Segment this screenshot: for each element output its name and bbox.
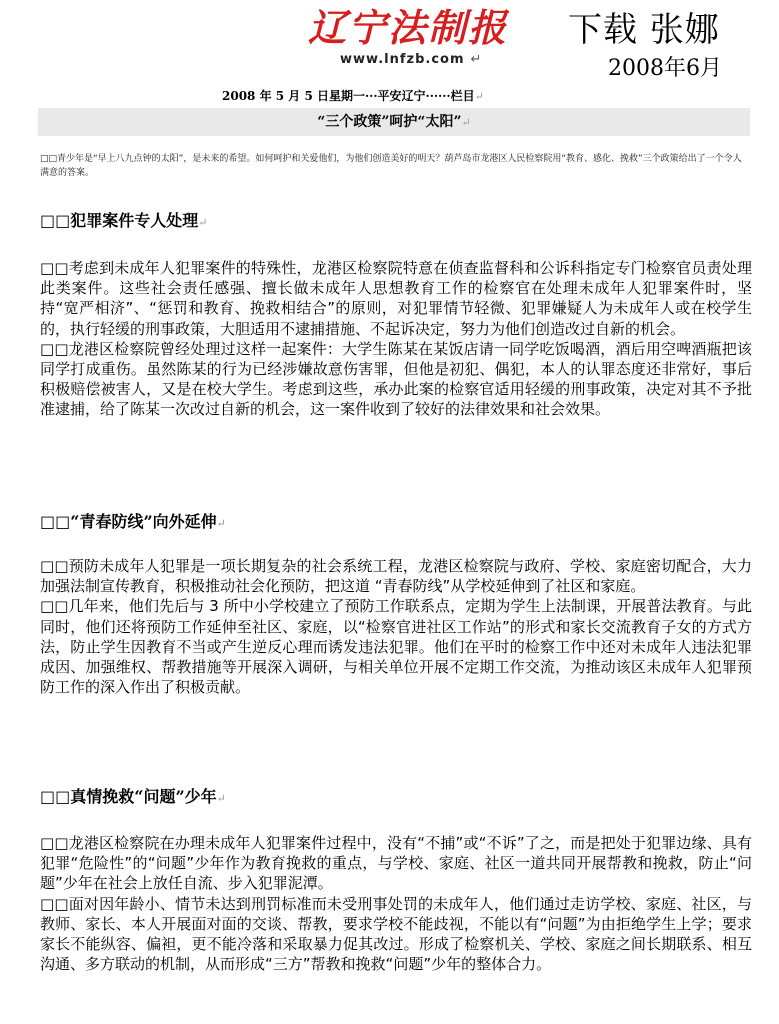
article-title-bar [38,108,750,136]
article-title: “三个政策”呵护“太阳” [317,114,462,130]
paragraph-mark: ↵ [198,216,208,229]
article-intro [40,152,750,180]
section-body [40,258,752,420]
paragraph: □□考虑到未成年人犯罪案件的特殊性，龙港区检察院特意在侦查监督科和公诉科指定专门检察官员责处理此类案件。这些社会责任感强、擅长做未成年人思想教育工作的检察官在处理未成年人犯罪案件时，坚持“宽严相济”、“惩罚和教育、挽救相结合”的原则，对犯罪情节轻微、犯罪嫌疑人为未成年人或在校学生的，执行轻缓的刑事政策，大胆适用不逮捕措施、不起诉决定，努力为他们创造改过自新的机会。 [40,259,752,338]
section-heading-text: □□“青春防线”向外延伸 [40,512,217,531]
paragraph-mark: ↵ [461,116,471,129]
section-heading [40,210,207,234]
download-date: 2008年6月 [608,56,722,81]
section-heading [40,786,226,810]
dateline-text: 2008 年 5 月 5 日星期一···平安辽宁······栏目 [222,89,475,103]
paragraph-mark: ↵ [216,792,226,805]
download-label: 下载 张娜 [568,10,720,50]
site-url: www.lnfzb.com [340,52,465,67]
paragraph: □□龙港区检察院在办理未成年人犯罪案件过程中，没有“不捕”或“不诉”了之，而是把处于犯罪边缘、具有犯罪“危险性”的“问题”少年作为教育挽救的重点，与学校、家庭、社区一道共同开展帮教和挽救，防止“问题”少年在社会上放任自流、步入犯罪泥潭。 [40,834,752,893]
section-body [40,833,752,974]
paragraph: □□面对因年龄小、情节未达到刑罚标准而未受刑事处罚的未成年人，他们通过走访学校、家庭、社区，与教师、家长、本人开展面对面的交谈、帮教，要求学校不能歧视，不能以有“问题”为由拒绝学生上学；要求家长不能纵容、偏袒，更不能冷落和采取暴力促其改过。形成了检察机关、学校、家庭之间长期联系、相互沟通、多方联动的机制，从而形成“三方”帮教和挽救“问题”少年的整体合力。 [40,894,752,974]
section-heading-text: □□真情挽救“问题”少年 [40,787,217,806]
paragraph-mark: ↵ [470,52,483,67]
paragraph: □□几年来，他们先后与 3 所中小学校建立了预防工作联系点，定期为学生上法制课，开展普法教育。与此同时，他们还将预防工作延伸至社区、家庭，以“检察官进社区工作站”的形式和家长交流教育子女的方式方法，防止学生因教育不当或产生逆反心理而诱发违法犯罪。他们在平时的检察工作中还对未成年人违法犯罪成因、加强维权、帮教措施等开展深入调研，与相关单位开展不定期工作交流，为推动该区未成年人犯罪预防工作的深入作出了积极贡献。 [40,597,752,697]
paragraph-mark: ↵ [474,90,484,103]
section-heading [40,511,226,535]
intro-text: □□青少年是“早上八九点钟的太阳”，是未来的希望。如何呵护和关爱他们，为他们创造美好的明天？葫芦岛市龙港区人民检察院用“教育、感化、挽救”三个政策给出了一个令人满意的答案。 [40,154,742,178]
paragraph: □□龙港区检察院曾经处理过这样一起案件：大学生陈某在某饭店请一同学吃饭喝酒，酒后用空啤酒瓶把该同学打成重伤。虽然陈某的行为已经涉嫌故意伤害罪，但他是初犯、偶犯，本人的认罪态度还非常好，事后积极赔偿被害人，又是在校大学生。考虑到这些，承办此案的检察官适用轻缓的刑事政策，决定对其不予批准逮捕，给了陈某一次改过自新的机会，这一案件收到了较好的法律效果和社会效果。 [40,339,752,419]
newspaper-site [340,52,482,67]
newspaper-logo: 辽宁法制报 [308,5,509,50]
paragraph: □□预防未成年人犯罪是一项长期复杂的社会系统工程，龙港区检察院与政府、学校、家庭密切配合，大力加强法制宣传教育，积极推动社会化预防，把这道 “青春防线”从学校延伸到了社区和家庭。 [40,557,752,596]
section-heading-text: □□犯罪案件专人处理 [40,211,199,230]
dateline [222,88,484,105]
section-body [40,556,752,697]
paragraph-mark: ↵ [216,517,226,530]
